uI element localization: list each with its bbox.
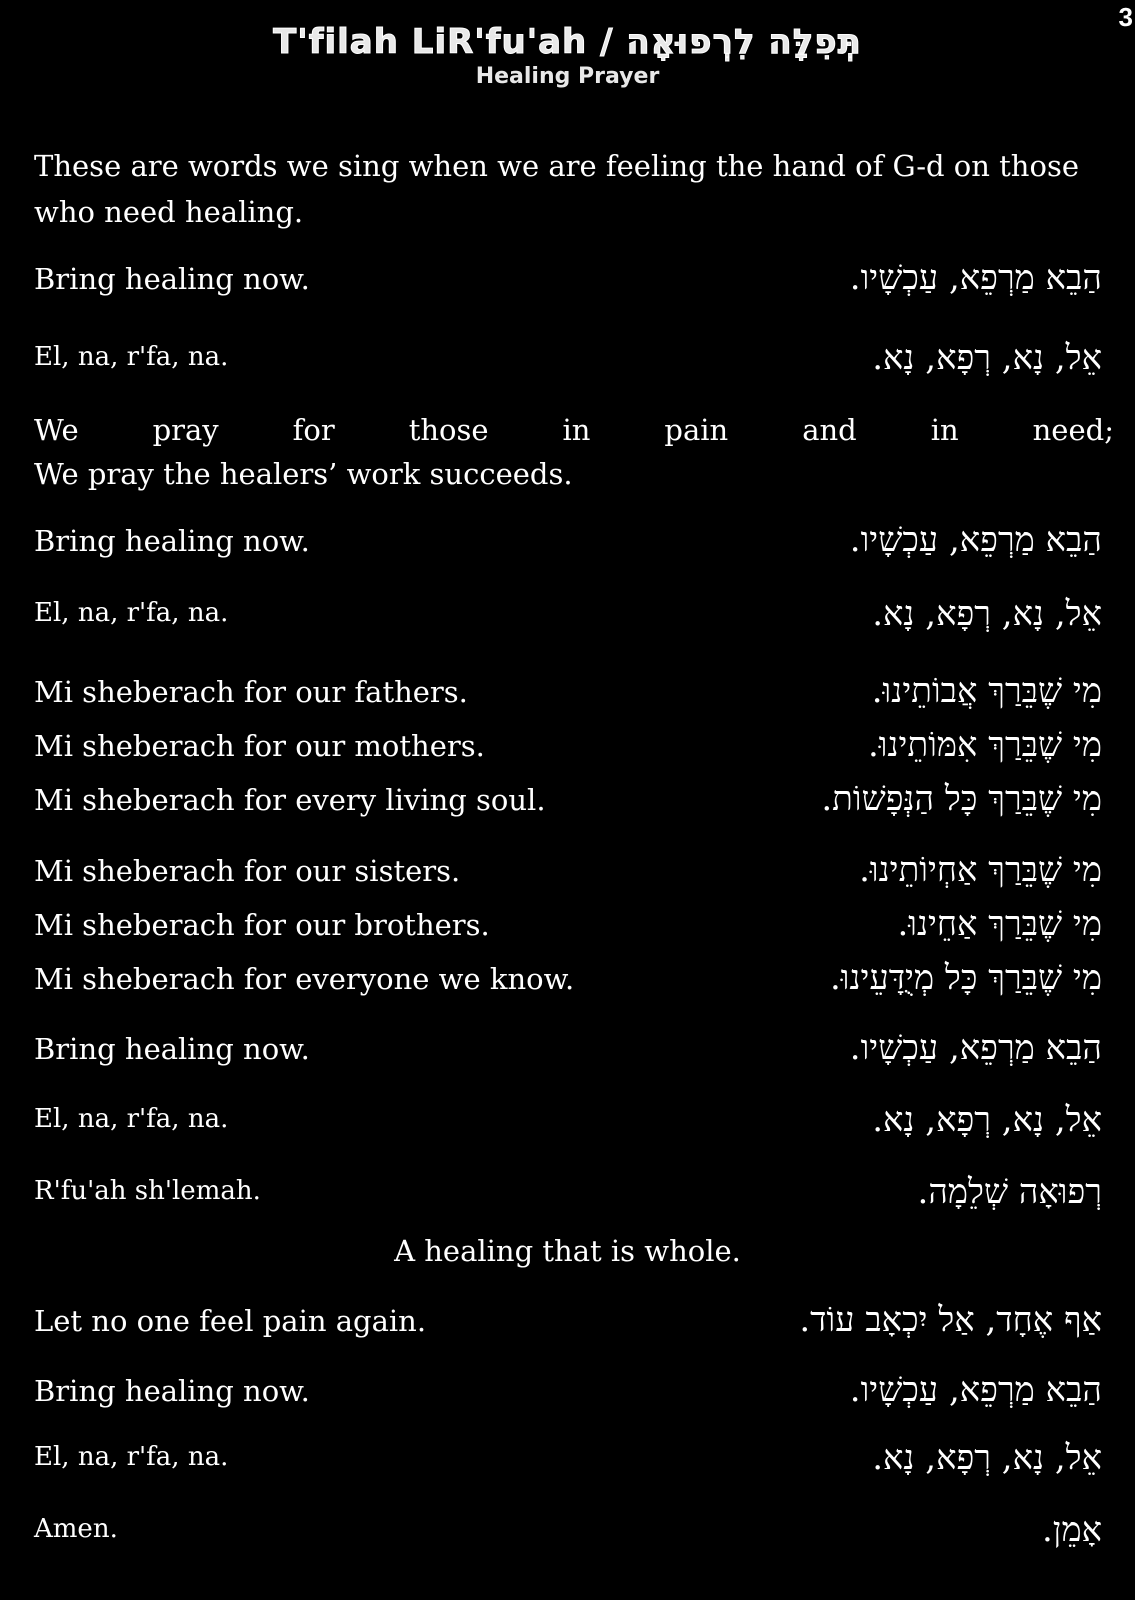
- english-line: El, na, r'fa, na.: [34, 1442, 229, 1472]
- hebrew-line: מִי שֶׁבֵּרַךְ אַחְיוֹתֵינוּ.: [859, 850, 1102, 890]
- hebrew-line: מִי שֶׁבֵּרַךְ אֲבוֹתֵינוּ.: [871, 671, 1102, 711]
- english-line: Bring healing now.: [34, 1374, 310, 1408]
- verse-word: and: [802, 413, 857, 447]
- lyric-row: [34, 594, 1114, 642]
- hebrew-line: הַבֵא מַרְפֵא, עַכְשָׁיו.: [849, 1370, 1102, 1410]
- english-line: Let no one feel pain again.: [34, 1304, 427, 1338]
- hebrew-line: אֵל, נָא, רְפָא, נָא.: [872, 594, 1102, 634]
- english-line: El, na, r'fa, na.: [34, 598, 229, 628]
- lyric-row: [34, 1300, 1114, 1348]
- hebrew-line: אֵל, נָא, רְפָא, נָא.: [872, 1438, 1102, 1478]
- verse-word: pain: [664, 413, 729, 447]
- verse-line-justified: [34, 408, 1114, 452]
- english-line: Mi sheberach for our mothers.: [34, 729, 485, 763]
- hebrew-line: הַבֵא מַרְפֵא, עַכְשָׁיו.: [849, 258, 1102, 298]
- english-line: Mi sheberach for our fathers.: [34, 675, 468, 709]
- verse-word: those: [408, 413, 489, 447]
- hebrew-line: מִי שֶׁבֵּרַךְ כָּל הַנְּפָשׁוֹת.: [821, 779, 1102, 819]
- lyric-row: [34, 1510, 1114, 1558]
- english-line: Mi sheberach for our sisters.: [34, 854, 461, 888]
- english-line: Amen.: [34, 1514, 118, 1544]
- lyric-row: [34, 671, 1114, 719]
- lyric-row: [34, 1100, 1114, 1148]
- verse-word: in: [930, 413, 959, 447]
- lyric-row: [34, 904, 1114, 952]
- page-header: [0, 22, 1135, 89]
- english-line: Bring healing now.: [34, 1032, 310, 1066]
- translation-line: A healing that is whole.: [394, 1234, 741, 1268]
- hebrew-line: אַף אֶחָד, אַל יִכְאָב עוֹד.: [799, 1300, 1102, 1340]
- lyric-row: [34, 779, 1114, 827]
- verse-word: pray: [152, 413, 219, 447]
- lyric-row: [34, 850, 1114, 898]
- verse-word: We: [34, 413, 79, 447]
- hebrew-line: הַבֵא מַרְפֵא, עַכְשָׁיו.: [849, 1028, 1102, 1068]
- english-line: Mi sheberach for our brothers.: [34, 908, 490, 942]
- lyric-row: [34, 338, 1114, 386]
- page-subtitle: Healing Prayer: [475, 64, 660, 89]
- hebrew-line: מִי שֶׁבֵּרַךְ אִמּוֹתֵינוּ.: [867, 725, 1102, 765]
- hebrew-line: הַבֵא מַרְפֵא, עַכְשָׁיו.: [849, 520, 1102, 560]
- hebrew-line: אָמֵן.: [1041, 1510, 1102, 1550]
- page-number: 3: [1118, 2, 1133, 32]
- verse-word: for: [292, 413, 335, 447]
- verse-word: need;: [1032, 413, 1114, 447]
- lyric-row: [34, 958, 1114, 1006]
- english-line: Mi sheberach for every living soul.: [34, 783, 546, 817]
- hebrew-line: אֵל, נָא, רְפָא, נָא.: [872, 338, 1102, 378]
- verse-block: [34, 408, 1114, 496]
- english-line: Bring healing now.: [34, 524, 310, 558]
- lyric-row: [34, 1172, 1114, 1220]
- lyric-row: [34, 258, 1114, 306]
- hebrew-line: מִי שֶׁבֵּרַךְ כָּל מְיֻדָּעֵינוּ.: [829, 958, 1102, 998]
- intro-paragraph: These are words we sing when we are feeling the hand of G-d on those who need healing.: [34, 149, 1079, 229]
- verse-line: We pray the healers’ work succeeds.: [34, 457, 573, 491]
- hebrew-line: אֵל, נָא, רְפָא, נָא.: [872, 1100, 1102, 1140]
- english-line: Mi sheberach for everyone we know.: [34, 962, 575, 996]
- lyric-row: [34, 1028, 1114, 1076]
- lyric-row: [34, 725, 1114, 773]
- page-title: T'filah LiR'fu'ah / תְּפִלָּה לִרְפוּאָה: [273, 22, 862, 62]
- english-line: El, na, r'fa, na.: [34, 1104, 229, 1134]
- hebrew-line: מִי שֶׁבֵּרַךְ אַחֵינוּ.: [897, 904, 1102, 944]
- verse-word: in: [562, 413, 591, 447]
- english-line: El, na, r'fa, na.: [34, 342, 229, 372]
- lyric-row: [34, 1438, 1114, 1486]
- english-line: Bring healing now.: [34, 262, 310, 296]
- english-line: R'fu'ah sh'lemah.: [34, 1176, 261, 1206]
- lyric-row: [34, 520, 1114, 568]
- hebrew-line: רְפוּאָה שְׁלֵמָה.: [917, 1172, 1102, 1212]
- lyric-row: [34, 1370, 1114, 1418]
